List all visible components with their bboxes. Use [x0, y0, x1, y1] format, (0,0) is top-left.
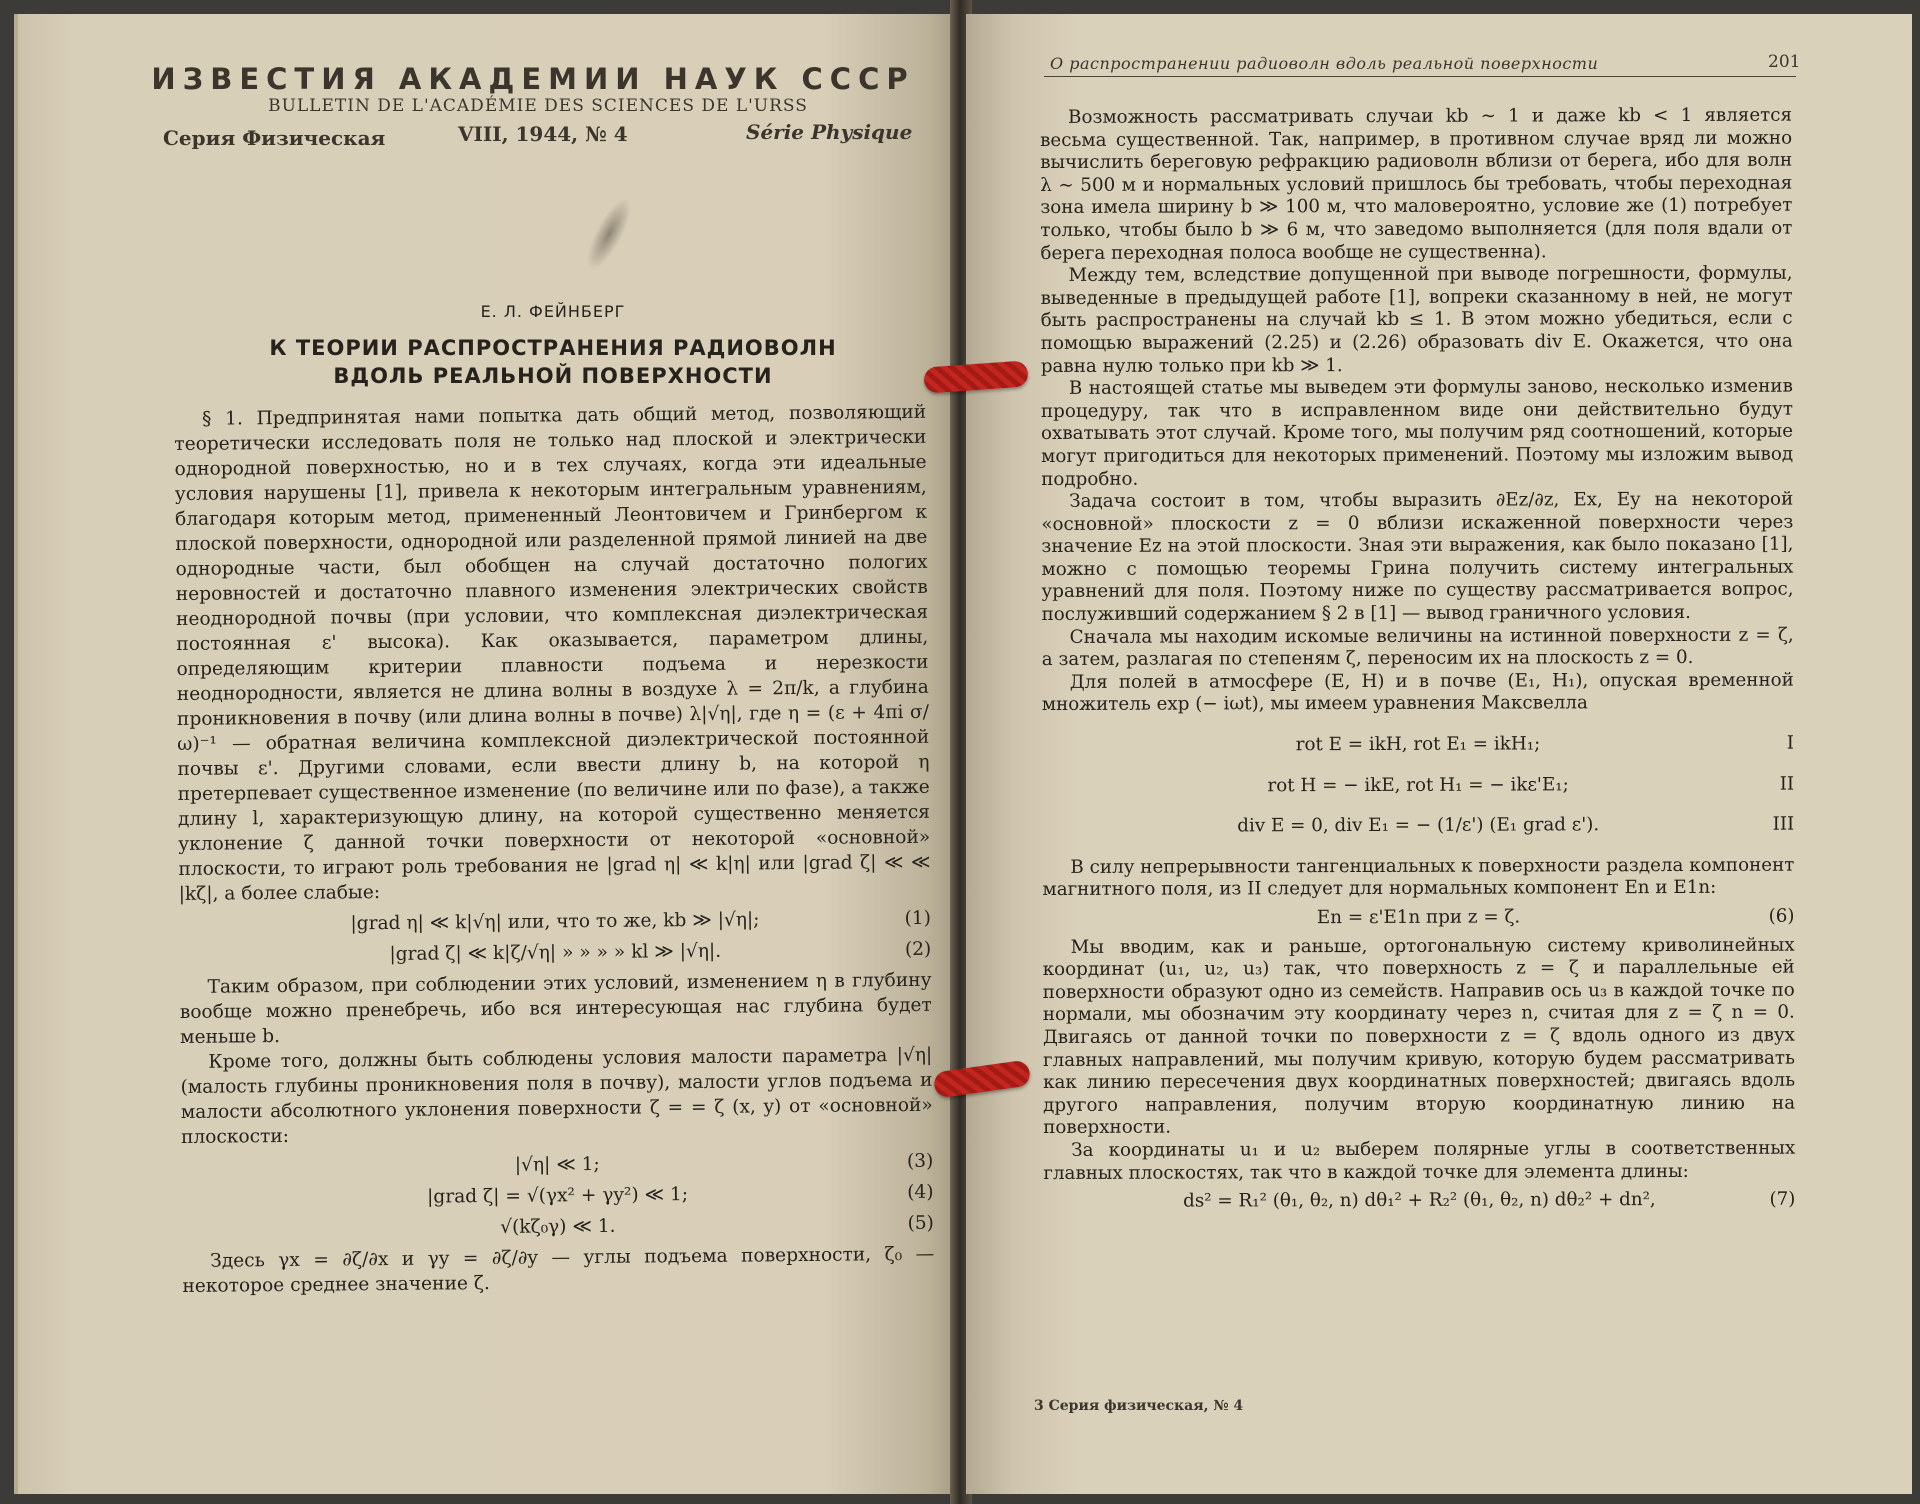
equation-number: (7)	[1769, 1188, 1796, 1210]
paragraph: § 1. Предпринятая нами попытка дать общий метод, позволяющий теоретически исследовать поля не только над плоской и электрически однородной поверхностью, но и в тех случаях, когда эти идеальные условия нарушены [1], привела к некоторым интегральным уравнениям, благодаря которым метод, примененный Леонтовичем и Гринбергом к плоской поверхности, однородной или разделенной прямой линией на две однородные части, был обобщен на случай достаточно пологих неровностей и достаточно плавного изменения электрических свойств неоднородной почвы (при условии, что комплексная диэлектрическая постоянная ε' высока). Как оказывается, параметром длины, определяющим критерии плавности подъема и нерезкости неоднородности, является не длина волны в воздухе λ = 2π/k, а глубина проникновения в почву (или длина волны в почве) λ|√η|, где η = (ε + 4πi σ/ω)⁻¹ — обратная величина комплексной диэлектрической постоянной почвы ε'. Другими словами, если ввести длину b, на которой η претерпевает существенное изменение (по величине или по фазе), а также длину l, характеризующую длину, на которой существенно меняется уклонение ζ данной точки поверхности от некоторой «основной» плоскости, то играют роль требования не |grad η| ≪ k|η| или |grad ζ| ≪ ≪ |kζ|, а более слабые:	[174, 401, 931, 905]
equation-I: rot E = ikH, rot E₁ = ikH₁; I	[1295, 732, 1795, 756]
paragraph: В силу непрерывности тангенциальных к поверхности раздела компонент магнитного поля, из II следует для нормальных компонент En и E1n:	[1042, 854, 1795, 901]
left-page	[14, 14, 954, 1494]
paragraph: Мы вводим, как и раньше, ортогональную систему криволинейных координат (u₁, u₂, u₃) так, что поверхность z = ζ и параллельные ей поверхности образуют одно из семейств. Направив ось u₃ в каждой точке по нормали, мы обозначим эту координату через n, считая для z = ζ n = 0. Двигаясь от данной точки по поверхности z = ζ вдоль одного из двух главных направлений, мы получим кривую, которую будем рассматривать как линию пересечения двух координатных поверхностей; двигаясь вдоль другого направления, получим вторую координатную линию на поверхности.	[1042, 934, 1796, 1139]
header-rule	[1044, 76, 1796, 77]
paragraph: Здесь γx = ∂ζ/∂x и γy = ∂ζ/∂y — углы подъема поверхности, ζ₀ — некоторое среднее значение ζ.	[182, 1243, 935, 1297]
equation-7: ds² = R₁² (θ₁, θ₂, n) dθ₁² + R₂² (θ₁, θ₂, n) dθ₂² + dn², (7)	[1183, 1188, 1796, 1212]
equation-II: rot H = − ikE, rot H₁ = − ikε'E₁; II	[1267, 773, 1795, 796]
equation-number: (2)	[904, 938, 932, 961]
paragraph: Кроме того, должны быть соблюдены условия малости параметра |√η| (малость глубины проникновения поля в почву), малости углов подъема и малости абсолютного уклонения поверхности ζ = = ζ (x, y) от «основной» плоскости:	[180, 1044, 933, 1148]
paragraph: В настоящей статье мы выведем эти формулы заново, несколько изменив процедуру, так что в исправленном виде они действительно будут охватывать этот случай. Кроме того, мы получим ряд соотношений, которые могут пригодиться для некоторых применений. Поэтому мы изложим вывод подробно.	[1040, 375, 1794, 490]
equation-number: II	[1779, 773, 1795, 795]
article-title-line-2: ВДОЛЬ РЕАЛЬНОЙ ПОВЕРХНОСТИ	[333, 364, 773, 388]
equation-1: |grad η| ≪ k|√η| или, что то же, kb ≫ |√η|; (1)	[350, 907, 932, 935]
equation-number: (4)	[907, 1181, 934, 1203]
equation-2: |grad ζ| ≪ k|ζ/√η| » » » » kl ≫ |√η|. (2)	[389, 938, 932, 965]
equation-number: (6)	[1768, 905, 1795, 927]
equation-5: √(kζ₀γ) ≪ 1. (5)	[500, 1212, 934, 1238]
page-number: 201	[1768, 52, 1801, 72]
equation-number: (3)	[906, 1150, 934, 1172]
equation-number: III	[1772, 813, 1795, 835]
ink-smudge	[579, 193, 640, 276]
equation-6: En = ε'E1n при z = ζ. (6)	[1316, 905, 1795, 929]
right-body-text	[1040, 105, 1795, 1220]
paragraph: За координаты u₁ и u₂ выберем полярные углы в соответственных главных плоскостях, так что в каждой точке для элемента длины:	[1043, 1137, 1796, 1184]
paragraph: Таким образом, при соблюдении этих условий, изменением η в глубину вообще можно пренебречь, ибо вся интересующая нас глубина будет меньше b.	[179, 969, 932, 1048]
equation-III: div E = 0, div E₁ = − (1/ε') (E₁ grad ε'). III	[1237, 813, 1795, 837]
bulletin-title: BULLETIN DE L'ACADÉMIE DES SCIENCES DE L'URSS	[268, 96, 808, 116]
paragraph: Между тем, вследствие допущенной при выводе погрешности, формулы, выведенные в предыдущей работе [1], вопреки сказанному в ней, не могут быть распространены на случай kb ≤ 1. В этом можно убедиться, если с помощью выражений (2.25) и (2.26) образовать div E. Окажется, что она равна нулю только при kb ≫ 1.	[1040, 262, 1793, 377]
article-title-line-1: К ТЕОРИИ РАСПРОСТРАНЕНИЯ РАДИОВОЛН	[269, 336, 837, 360]
equation-3: |√η| ≪ 1; (3)	[514, 1150, 934, 1176]
equation-4: |grad ζ| = √(γx² + γy²) ≪ 1; (4)	[427, 1181, 934, 1208]
issue-info: VIII, 1944, № 4	[458, 122, 628, 146]
paragraph: Возможность рассматривать случаи kb ∼ 1 и даже kb < 1 является весьма существенной. Так, например, в противном случае вряд ли можно вычислить береговую рефракцию радиоволн вблизи от берега, ибо для волн λ ∼ 500 м и нормальных условий пришлось бы требовать, чтобы переходная зона имела ширину b ≫ 100 м, что маловероятно, условие же (1) потребует только, чтобы было b ≫ 6 м, что заведомо выполняется (для поля вдали от берега переходная полоса вообще не существенна).	[1040, 104, 1793, 264]
equation-number: I	[1786, 732, 1795, 754]
author: Е. Л. ФЕЙНБЕРГ	[480, 302, 626, 321]
left-body-text	[174, 400, 935, 1299]
paragraph: Задача состоит в том, чтобы выразить ∂Ez/∂z, Ex, Ey на некоторой «основной» плоскости z = 0 вблизи искаженной поверхности через значение Ez на этой плоскости. Зная эти выражения, как было показано [1], можно с помощью теоремы Грина получить систему интегральных уравнений для поля. Поэтому ниже по существу рассматривается вопрос, послуживший содержанием § 2 в [1] — вывод граничного условия.	[1041, 488, 1794, 626]
journal-title: ИЗВЕСТИЯ АКАДЕМИИ НАУК СССР	[151, 62, 915, 96]
running-head: О распространении радиоволн вдоль реальной поверхности	[1050, 54, 1599, 73]
series-fr: Série Physique	[746, 120, 913, 144]
series-ru: Серия Физическая	[163, 126, 386, 150]
paragraph: Для полей в атмосфере (E, H) и в почве (E₁, H₁), опуская временной множитель exp (− iωt), мы имеем уравнения Максвелла	[1041, 669, 1794, 716]
right-page	[966, 14, 1912, 1494]
equation-number: (1)	[904, 907, 932, 930]
page-footer: 3 Серия физическая, № 4	[1034, 1398, 1244, 1414]
paragraph: Сначала мы находим искомые величины на истинной поверхности z = ζ, а затем, разлагая по степеням ζ, переносим их на плоскость z = 0.	[1041, 624, 1794, 671]
equation-number: (5)	[907, 1212, 934, 1234]
